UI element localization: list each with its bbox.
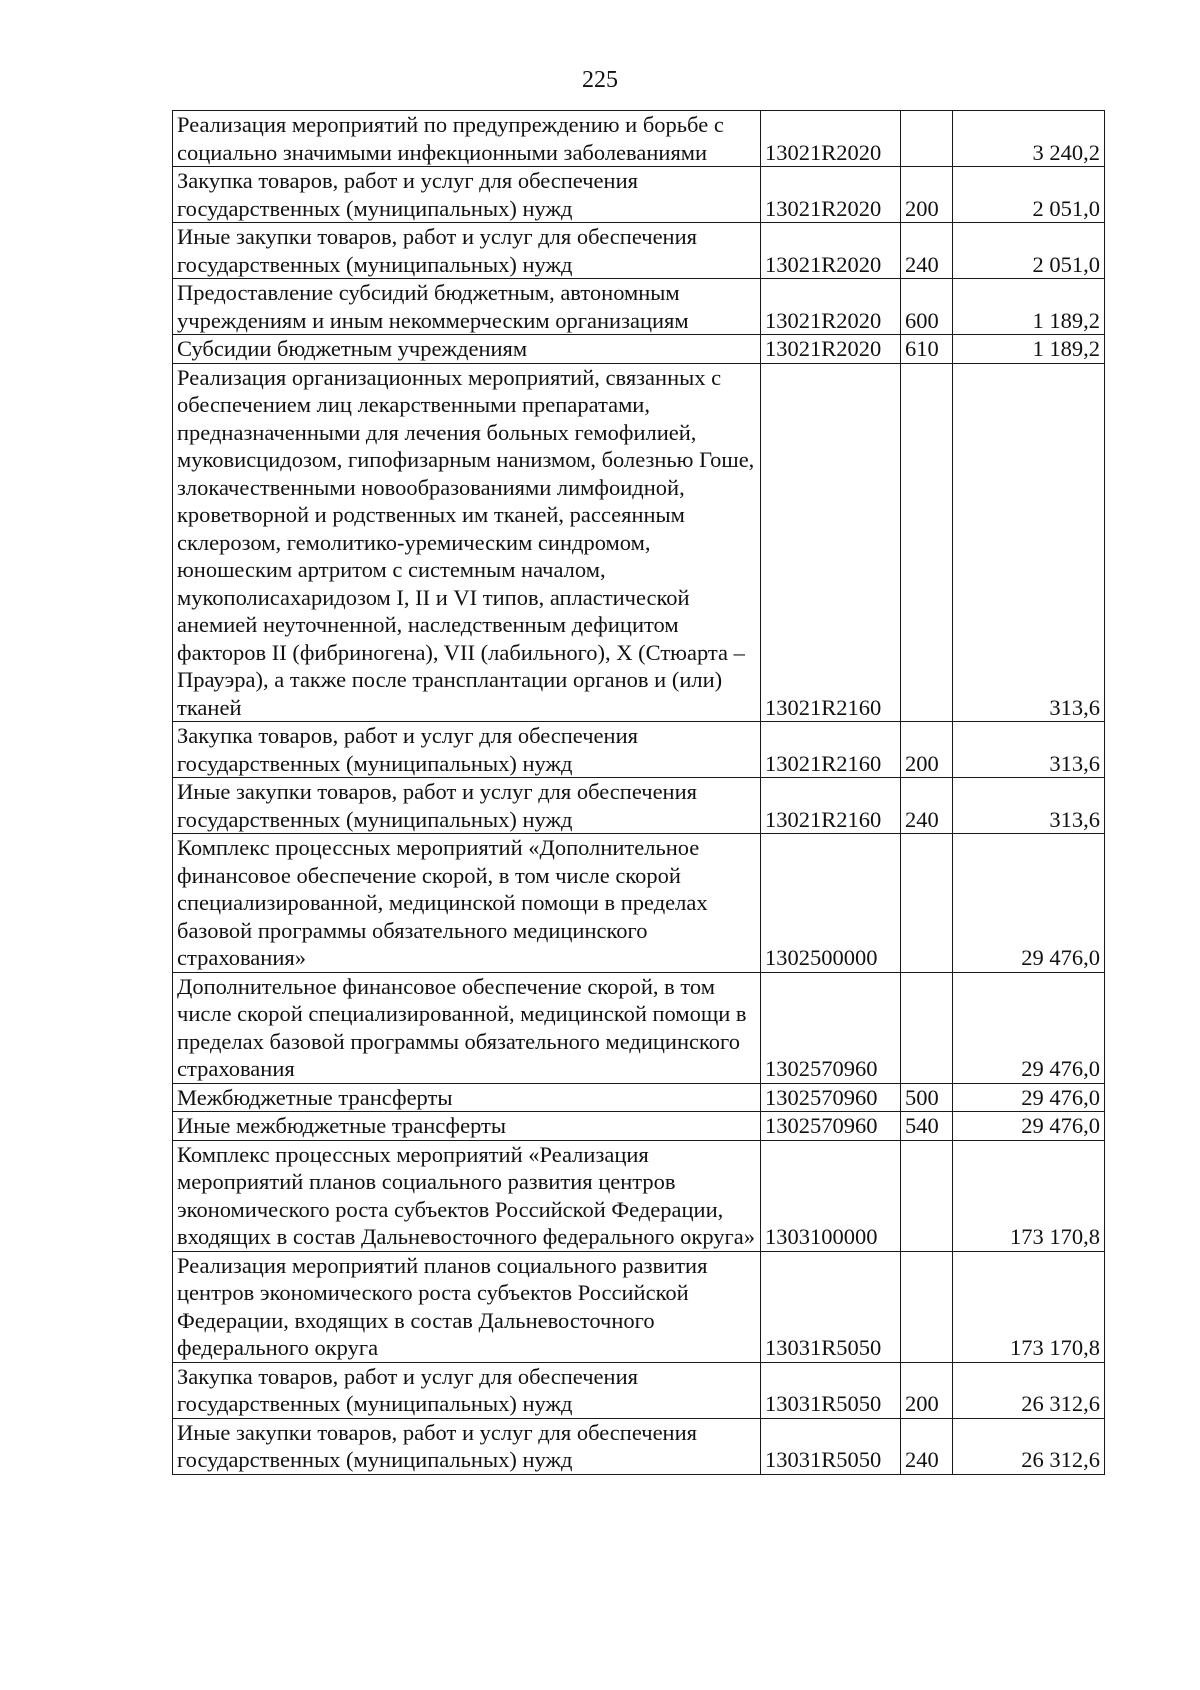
row-target-code: 13021R2160 [761, 778, 901, 834]
row-name: Межбюджетные трансферты [173, 1083, 761, 1112]
row-amount: 3 240,2 [953, 111, 1105, 167]
row-expense-type: 200 [901, 167, 953, 223]
row-amount: 2 051,0 [953, 223, 1105, 279]
row-name: Иные закупки товаров, работ и услуг для обеспечения государственных (муниципальных) нужд [173, 223, 761, 279]
row-amount: 26 312,6 [953, 1362, 1105, 1418]
row-amount: 1 189,2 [953, 279, 1105, 335]
row-amount: 1 189,2 [953, 335, 1105, 364]
row-expense-type: 200 [901, 722, 953, 778]
row-expense-type [901, 111, 953, 167]
row-target-code: 13021R2160 [761, 722, 901, 778]
budget-table [172, 110, 1105, 1475]
row-amount: 2 051,0 [953, 167, 1105, 223]
row-amount: 313,6 [953, 722, 1105, 778]
row-target-code: 13031R5050 [761, 1418, 901, 1474]
row-name: Закупка товаров, работ и услуг для обеспечения государственных (муниципальных) нужд [173, 167, 761, 223]
row-expense-type [901, 834, 953, 973]
table-row [173, 722, 1105, 778]
table-row [173, 1140, 1105, 1251]
row-expense-type [901, 1140, 953, 1251]
row-amount: 29 476,0 [953, 972, 1105, 1083]
row-target-code: 13021R2020 [761, 223, 901, 279]
table-row [173, 1362, 1105, 1418]
row-expense-type: 540 [901, 1112, 953, 1141]
row-name: Комплекс процессных мероприятий «Дополнительное финансовое обеспечение скорой, в том числе скорой специализированной, медицинской помощи в пределах базовой программы обязательного медицинского страхования» [173, 834, 761, 973]
table-row [173, 1112, 1105, 1141]
row-expense-type: 500 [901, 1083, 953, 1112]
row-name: Закупка товаров, работ и услуг для обеспечения государственных (муниципальных) нужд [173, 1362, 761, 1418]
table-row [173, 167, 1105, 223]
row-amount: 29 476,0 [953, 1112, 1105, 1141]
row-target-code: 13021R2020 [761, 167, 901, 223]
row-target-code: 13021R2020 [761, 279, 901, 335]
table-row [173, 335, 1105, 364]
row-amount: 313,6 [953, 778, 1105, 834]
row-target-code: 1302570960 [761, 1083, 901, 1112]
page-number: 225 [582, 67, 618, 93]
row-expense-type: 200 [901, 1362, 953, 1418]
row-expense-type: 240 [901, 778, 953, 834]
row-name: Иные межбюджетные трансферты [173, 1112, 761, 1141]
table-row [173, 972, 1105, 1083]
table-row [173, 223, 1105, 279]
row-target-code: 1302570960 [761, 972, 901, 1083]
row-expense-type: 240 [901, 1418, 953, 1474]
row-amount: 173 170,8 [953, 1140, 1105, 1251]
table-row [173, 111, 1105, 167]
row-target-code: 13021R2020 [761, 335, 901, 364]
row-name: Комплекс процессных мероприятий «Реализация мероприятий планов социального развития центров экономического роста субъектов Российской Федерации, входящих в состав Дальневосточного федерального округа» [173, 1140, 761, 1251]
row-name: Иные закупки товаров, работ и услуг для обеспечения государственных (муниципальных) нужд [173, 1418, 761, 1474]
row-target-code: 13031R5050 [761, 1251, 901, 1362]
row-expense-type: 600 [901, 279, 953, 335]
table-row [173, 279, 1105, 335]
row-name: Реализация мероприятий планов социального развития центров экономического роста субъектов Российской Федерации, входящих в состав Дальневосточного федерального округа [173, 1251, 761, 1362]
row-name: Предоставление субсидий бюджетным, автономным учреждениям и иным некоммерческим организациям [173, 279, 761, 335]
row-target-code: 1303100000 [761, 1140, 901, 1251]
row-expense-type: 240 [901, 223, 953, 279]
row-target-code: 13021R2160 [761, 363, 901, 722]
row-target-code: 13031R5050 [761, 1362, 901, 1418]
row-name: Закупка товаров, работ и услуг для обеспечения государственных (муниципальных) нужд [173, 722, 761, 778]
row-target-code: 1302500000 [761, 834, 901, 973]
row-expense-type [901, 1251, 953, 1362]
row-name: Субсидии бюджетным учреждениям [173, 335, 761, 364]
row-name: Реализация организационных мероприятий, связанных с обеспечением лиц лекарственными препаратами, предназначенными для лечения больных гемофилией, муковисцидозом, гипофизарным нанизмом, болезнью Гоше, злокачественными новообразованиями лимфоидной, кроветворной и родственных им тканей, рассеянным склерозом, гемолитико-уремическим синдромом, юношеским артритом с системным началом, мукополисахаридозом I, II и VI типов, апластической анемией неуточненной, наследственным дефицитом факторов II (фибриногена), VII (лабильного), X (Стюарта – Прауэра), а также после трансплантации органов и (или) тканей [173, 363, 761, 722]
table-row [173, 1251, 1105, 1362]
table-row [173, 363, 1105, 722]
row-target-code: 1302570960 [761, 1112, 901, 1141]
row-amount: 29 476,0 [953, 1083, 1105, 1112]
row-name: Дополнительное финансовое обеспечение скорой, в том числе скорой специализированной, медицинской помощи в пределах базовой программы обязательного медицинского страхования [173, 972, 761, 1083]
table-row [173, 778, 1105, 834]
row-amount: 26 312,6 [953, 1418, 1105, 1474]
table-row [173, 1418, 1105, 1474]
row-amount: 313,6 [953, 363, 1105, 722]
row-amount: 173 170,8 [953, 1251, 1105, 1362]
table-row [173, 1083, 1105, 1112]
row-expense-type [901, 363, 953, 722]
row-expense-type: 610 [901, 335, 953, 364]
row-name: Иные закупки товаров, работ и услуг для обеспечения государственных (муниципальных) нужд [173, 778, 761, 834]
row-name: Реализация мероприятий по предупреждению и борьбе с социально значимыми инфекционными заболеваниями [173, 111, 761, 167]
row-expense-type [901, 972, 953, 1083]
table-row [173, 834, 1105, 973]
row-amount: 29 476,0 [953, 834, 1105, 973]
row-target-code: 13021R2020 [761, 111, 901, 167]
